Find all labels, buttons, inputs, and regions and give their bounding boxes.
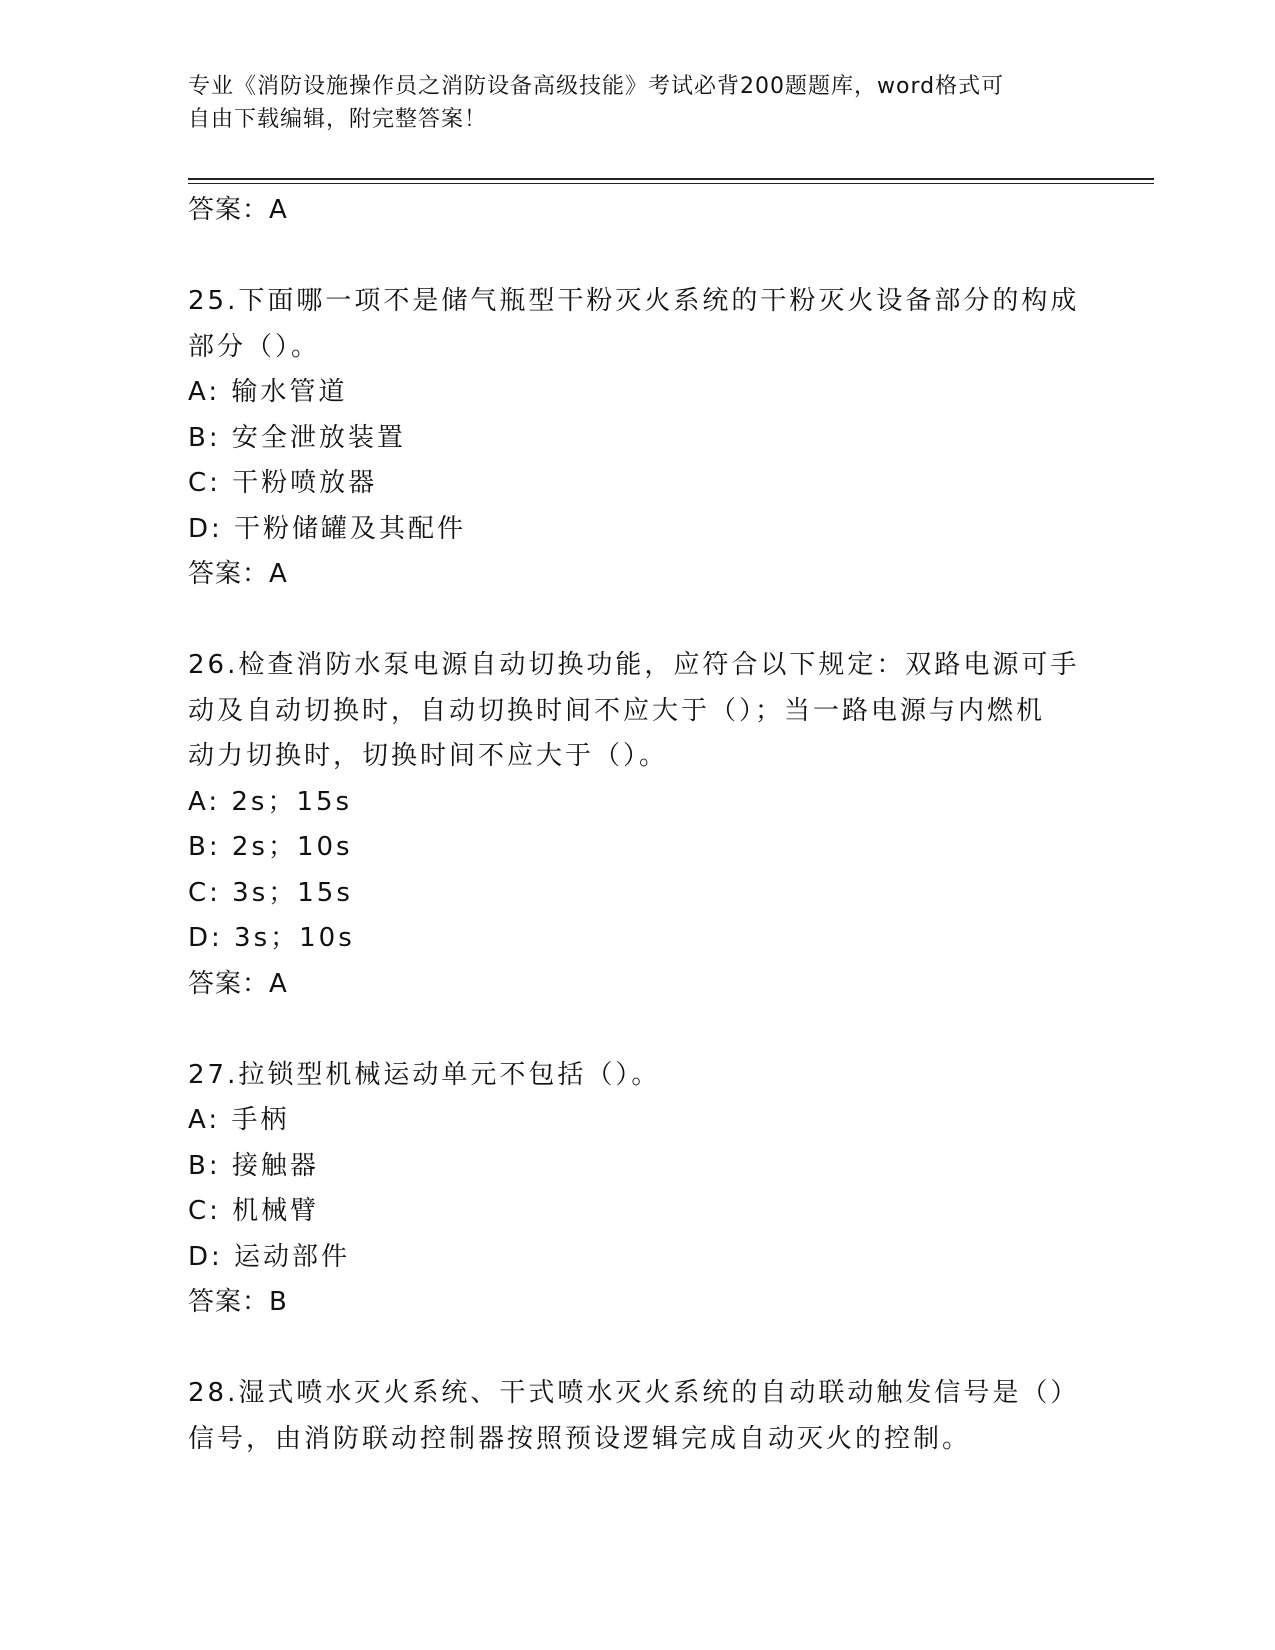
question-25 bbox=[188, 279, 1088, 598]
question-content bbox=[188, 188, 1088, 1462]
document-header bbox=[188, 70, 1088, 136]
header-divider bbox=[188, 178, 1154, 184]
question-text: 动力切换时，切换时间不应大于（）。 bbox=[188, 741, 669, 771]
answer: 答案：A bbox=[188, 968, 288, 999]
spacer bbox=[188, 1007, 1088, 1053]
option-b: B: 安全泄放装置 bbox=[188, 422, 406, 453]
question-text: 27.拉锁型机械运动单元不包括（）。 bbox=[188, 1059, 661, 1090]
header-line-2: 自由下载编辑，附完整答案！ bbox=[188, 107, 488, 132]
option-b: B: 2s；10s bbox=[188, 832, 353, 862]
option-a: A: 输水管道 bbox=[188, 377, 348, 407]
option-d: D: 干粉储罐及其配件 bbox=[188, 513, 467, 544]
option-c: C: 干粉喷放器 bbox=[188, 468, 378, 498]
option-d: D: 3s；10s bbox=[188, 923, 355, 953]
question-text: 部分（）。 bbox=[188, 331, 321, 362]
option-c: C: 3s；15s bbox=[188, 877, 353, 908]
spacer bbox=[188, 234, 1088, 280]
spacer bbox=[188, 598, 1088, 644]
answer: 答案：B bbox=[188, 1287, 288, 1317]
question-text: 26.检查消防水泵电源自动切换功能，应符合以下规定：双路电源可手 bbox=[188, 650, 1080, 680]
option-d: D: 运动部件 bbox=[188, 1241, 351, 1272]
answer: 答案：A bbox=[188, 559, 288, 589]
option-a: A: 2s；15s bbox=[188, 786, 353, 817]
question-text: 动及自动切换时，自动切换时间不应大于（）；当一路电源与内燃机 bbox=[188, 695, 1046, 726]
option-c: C: 机械臂 bbox=[188, 1196, 320, 1226]
option-a: A: 手柄 bbox=[188, 1105, 290, 1135]
header-line-1: 专业《消防设施操作员之消防设备高级技能》考试必背200题题库，word格式可 bbox=[188, 74, 1005, 99]
spacer bbox=[188, 1326, 1088, 1372]
question-27 bbox=[188, 1053, 1088, 1326]
question-text: 25.下面哪一项不是储气瓶型干粉灭火系统的干粉灭火设备部分的构成 bbox=[188, 286, 1080, 316]
question-text: 信号，由消防联动控制器按照预设逻辑完成自动灭火的控制。 bbox=[188, 1423, 972, 1454]
previous-answer: 答案：A bbox=[188, 195, 288, 225]
option-b: B: 接触器 bbox=[188, 1150, 319, 1181]
question-26 bbox=[188, 643, 1088, 1007]
question-28 bbox=[188, 1371, 1088, 1462]
question-text: 28.湿式喷水灭火系统、干式喷水灭火系统的自动联动触发信号是（） bbox=[188, 1378, 1080, 1408]
